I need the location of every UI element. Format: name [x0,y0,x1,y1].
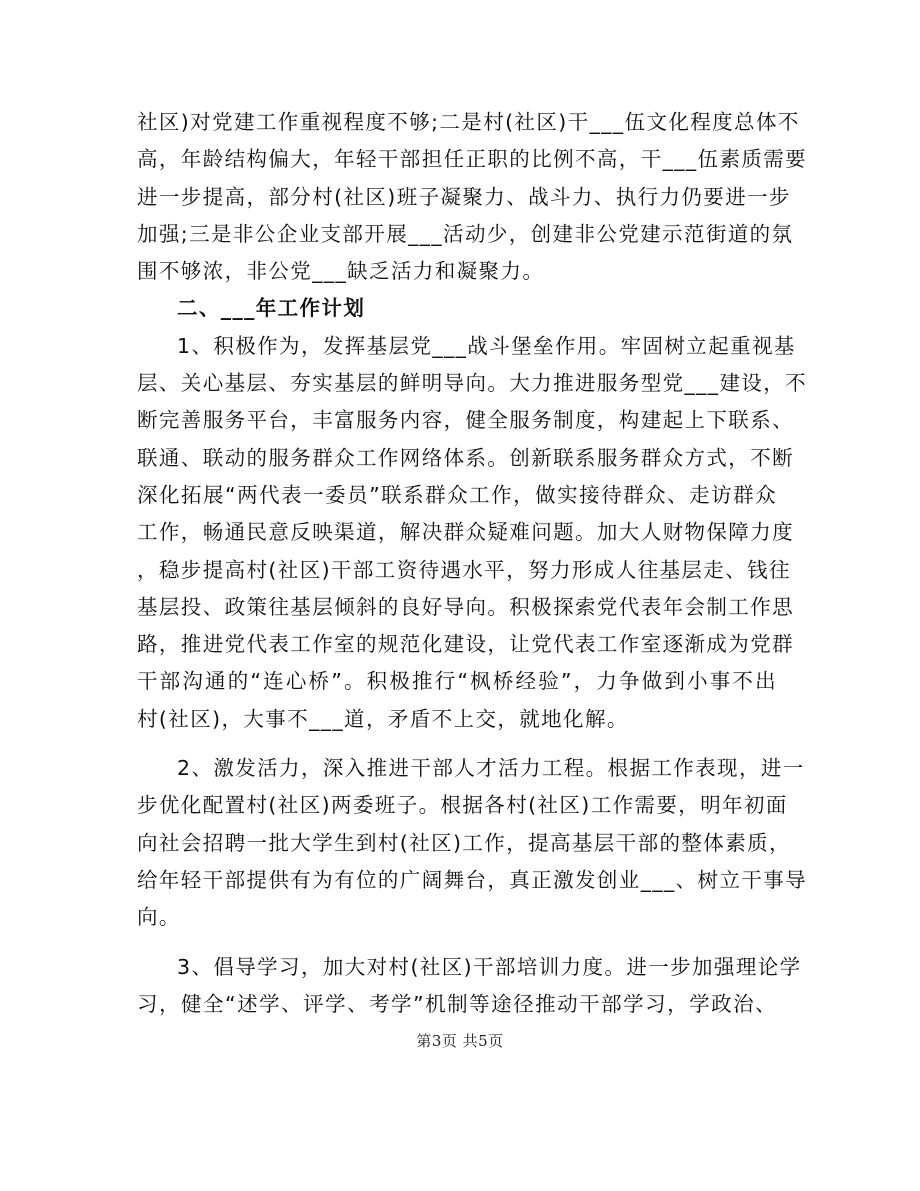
paragraph-3 [137,949,802,1024]
text-line: 向。 [137,905,181,930]
text-line: 村(社区)，大事不___道，矛盾不上交，就地化解。 [137,706,629,731]
text-line: 3、倡导学习，加大对村(社区)干部培训力度。进一步加强理论学 [177,954,802,979]
text-line: 社区)对党建工作重视程度不够;二是村(社区)干___伍文化程度总体不 [137,110,800,134]
paragraph-2 [137,750,808,936]
paragraph-gap [137,937,777,949]
text-line: 向社会招聘一批大学生到村(社区)工作，提高基层干部的整体素质， [137,830,791,855]
page-number-footer: 第3页 共5页 [416,1032,504,1050]
section-heading: 二、___年工作计划 [177,296,366,321]
text-line: 围不够浓，非公党___缺乏活力和凝聚力。 [137,259,545,284]
text-line: 深化拓展“两代表一委员”联系群众工作，做实接待群众、走访群众 [137,482,777,507]
text-line: 断完善服务平台，丰富服务内容，健全服务制度，构建起上下联系、 [137,408,794,433]
text-line: 基层投、政策往基层倾斜的良好导向。积极探索党代表年会制工作思 [137,594,794,619]
text-line: 步优化配置村(社区)两委班子。根据各村(社区)工作需要，明年初面 [137,793,788,818]
text-line: 联通、联动的服务群众工作网络体系。创新联系服务群众方式，不断 [137,445,794,470]
text-line: 干部沟通的“连心桥”。积极推行“枫桥经验”，力争做到小事不出 [137,669,777,694]
text-line: 工作，畅通民意反映渠道，解决群众疑难问题。加大人财物保障力度 [137,520,794,545]
paragraph-intro [137,104,808,290]
text-line: 高，年龄结构偏大，年轻干部担任正职的比例不高，干___伍素质需要 [137,147,808,172]
text-line: 1、积极作为，发挥基层党___战斗堡垒作用。牢固树立起重视基 [177,333,796,358]
text-line: 加强;三是非公企业支部开展___活动少，创建非公党建示范街道的氛 [137,221,794,246]
paragraph-gap [137,738,777,750]
text-line: 给年轻干部提供有为有位的广阔舞台，真正激发创业___、树立干事导 [137,867,808,892]
text-line: 进一步提高，部分村(社区)班子凝聚力、战斗力、执行力仍要进一步 [137,184,791,209]
text-line: 路，推进党代表工作室的规范化建设，让党代表工作室逐渐成为党群 [137,632,794,657]
text-line: 层、关心基层、夯实基层的鲜明导向。大力推进服务型党___建设，不 [137,371,808,396]
text-line: 2、激发活力，深入推进干部人才活力工程。根据工作表现，进一 [177,756,805,781]
document-body [137,104,808,1023]
text-line: ，稳步提高村(社区)干部工资待遇水平，努力形成人往基层走、钱往 [137,557,791,582]
paragraph-1 [137,328,808,738]
text-line: 习，健全“述学、评学、考学”机制等途径推动干部学习，学政治、 [137,991,777,1016]
